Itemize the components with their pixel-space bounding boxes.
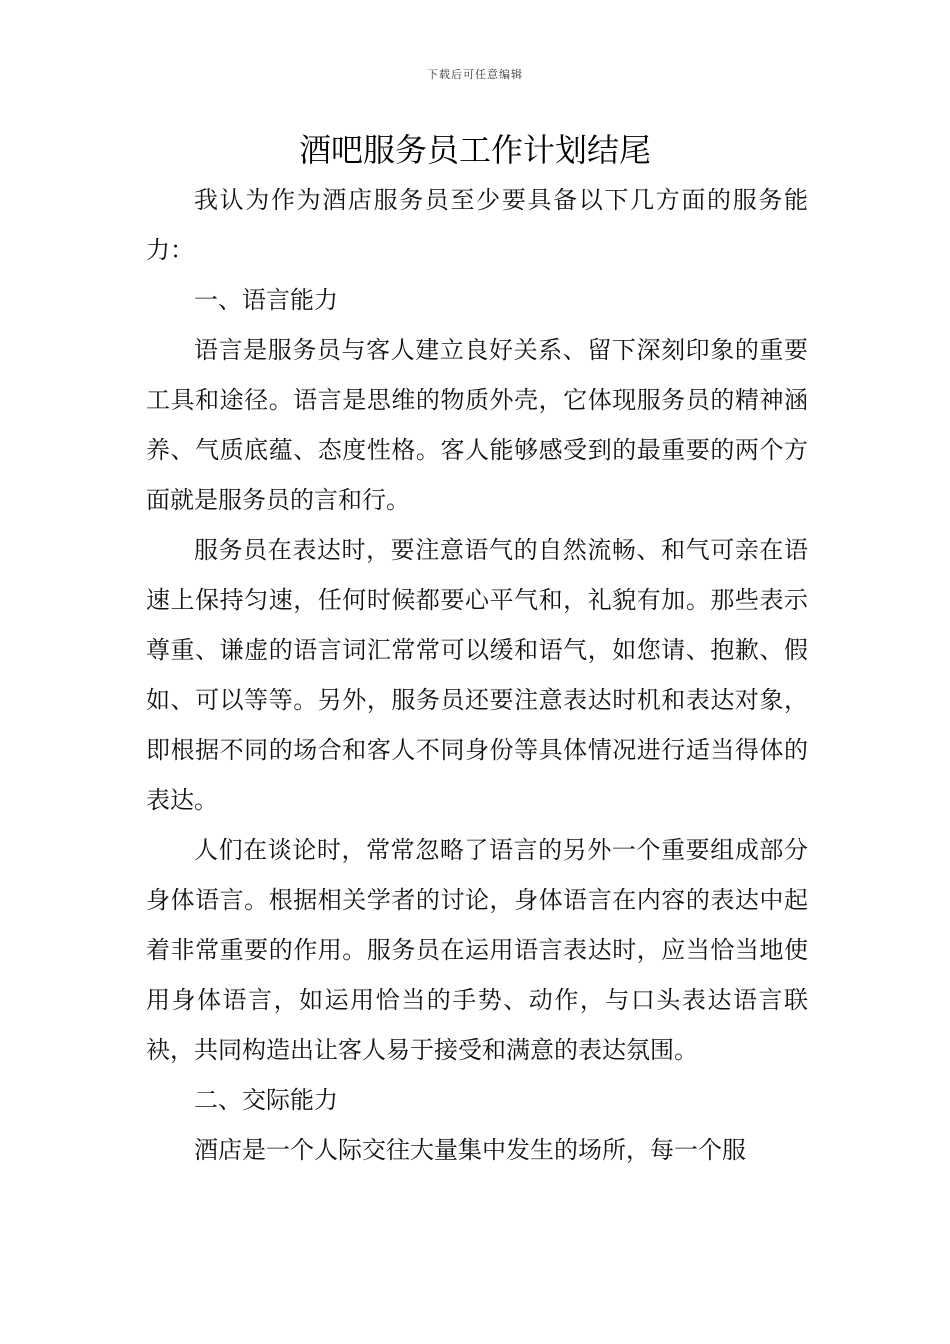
section-heading-language: 一、语言能力 (194, 286, 338, 314)
paragraph-communication: 酒店是一个人际交往大量集中发生的场所，每一个服 (194, 1136, 746, 1164)
paragraph-expression-tone: 服务员在表达时，要注意语气的自然流畅、和气可亲在语速上保持匀速，任何时候都要心平气和，礼貌有加。那些表示尊重、谦虚的语言词汇常常可以缓和语气，如您请、抱歉、假如、可以等等。另外，服务员还要注意表达时机和表达对象，即根据不同的场合和客人不同身份等具体情况进行适当得体的表达。 (146, 536, 808, 814)
document-title: 酒吧服务员工作计划结尾 (298, 131, 651, 169)
section-heading-communication: 二、交际能力 (194, 1086, 338, 1114)
paragraph-intro: 我认为作为酒店服务员至少要具备以下几方面的服务能力： (146, 186, 808, 264)
paragraph-language-importance: 语言是服务员与客人建立良好关系、留下深刻印象的重要工具和途径。语言是思维的物质外壳，它体现服务员的精神涵养、气质底蕴、态度性格。客人能够感受到的最重要的两个方面就是服务员的言和行。 (146, 336, 808, 514)
paragraph-body-language: 人们在谈论时，常常忽略了语言的另外一个重要组成部分身体语言。根据相关学者的讨论，身体语言在内容的表达中起着非常重要的作用。服务员在运用语言表达时，应当恰当地使用身体语言，如运用恰当的手势、动作，与口头表达语言联袂，共同构造出让客人易于接受和满意的表达氛围。 (146, 836, 808, 1064)
header-note: 下载后可任意编辑 (427, 68, 523, 81)
document-body (146, 175, 808, 1175)
